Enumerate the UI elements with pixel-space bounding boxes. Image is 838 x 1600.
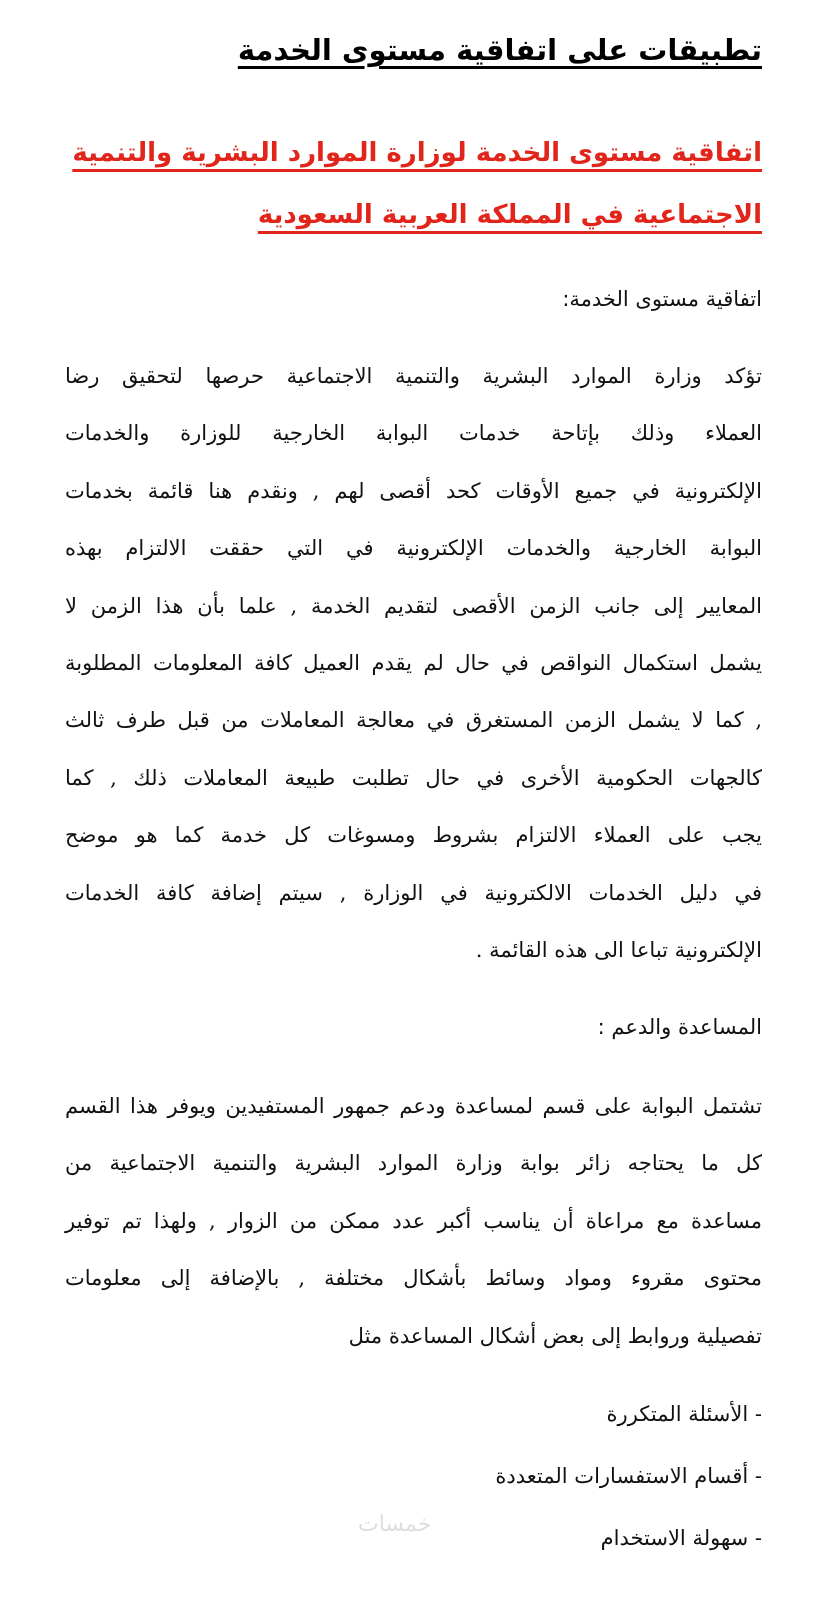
subtitle-line: اتفاقية مستوى الخدمة لوزارة الموارد البشرية والتنمية <box>72 138 762 168</box>
paragraph-line: , كما لا يشمل الزمن المستغرق في معالجة المعاملات من قبل طرف ثالث <box>65 708 762 733</box>
list-item: - أقسام الاستفسارات المتعددة <box>495 1464 762 1488</box>
watermark-logo: خمسات <box>358 1512 432 1537</box>
support-heading: المساعدة والدعم : <box>597 1015 762 1039</box>
paragraph-line: في دليل الخدمات الالكترونية في الوزارة , سيتم إضافة كافة الخدمات <box>65 880 762 905</box>
paragraph-line: مساعدة مع مراعاة أن يناسب أكبر عدد ممكن من الزوار , ولهذا تم توفير <box>65 1208 762 1233</box>
paragraph-line: يجب على العملاء الالتزام بشروط ومسوغات كل خدمة كما هو موضح <box>65 823 762 848</box>
paragraph-line: محتوى مقروء ومواد وسائط بأشكال مختلفة , بالإضافة إلى معلومات <box>65 1266 762 1291</box>
subtitle-line: الاجتماعية في المملكة العربية السعودية <box>257 200 762 230</box>
document-title: تطبيقات على اتفاقية مستوى الخدمة <box>237 33 762 67</box>
list-item: - الأسئلة المتكررة <box>606 1402 762 1426</box>
paragraph-line: كل ما يحتاجه زائر بوابة وزارة الموارد البشرية والتنمية الاجتماعية من <box>65 1151 762 1176</box>
sla-heading: اتفاقية مستوى الخدمة: <box>562 287 762 311</box>
paragraph-line: الإلكترونية تباعا الى هذه القائمة . <box>475 938 762 963</box>
support-list <box>495 1392 762 1578</box>
paragraph-line: تشتمل البوابة على قسم لمساعدة ودعم جمهور المستفيدين ويوفر هذا القسم <box>65 1094 762 1118</box>
document-subtitle <box>62 122 762 246</box>
paragraph-line: البوابة الخارجية والخدمات الإلكترونية في التي حققت الالتزام بهذه <box>65 536 762 561</box>
paragraph-line: يشمل استكمال النواقص في حال لم يقدم العميل كافة المعلومات المطلوبة <box>65 651 762 676</box>
list-item: - سهولة الاستخدام <box>600 1526 762 1550</box>
paragraph-line: المعايير إلى جانب الزمن الأقصى لتقديم الخدمة , علما بأن هذا الزمن لا <box>65 593 762 618</box>
paragraph-line: الإلكترونية في جميع الأوقات كحد أقصى لهم , ونقدم هنا قائمة بخدمات <box>65 478 762 503</box>
paragraph-line: تفصيلية وروابط إلى بعض أشكال المساعدة مثل <box>348 1323 762 1348</box>
paragraph-line: كالجهات الحكومية الأخرى في حال تطلبت طبيعة المعاملات ذلك , كما <box>65 765 762 790</box>
paragraph-line: تؤكد وزارة الموارد البشرية والتنمية الاجتماعية حرصها لتحقيق رضا <box>65 364 762 388</box>
support-paragraph <box>65 1078 762 1365</box>
sla-paragraph <box>65 348 762 979</box>
paragraph-line: العملاء وذلك بإتاحة خدمات البوابة الخارجية للوزارة والخدمات <box>65 421 762 446</box>
